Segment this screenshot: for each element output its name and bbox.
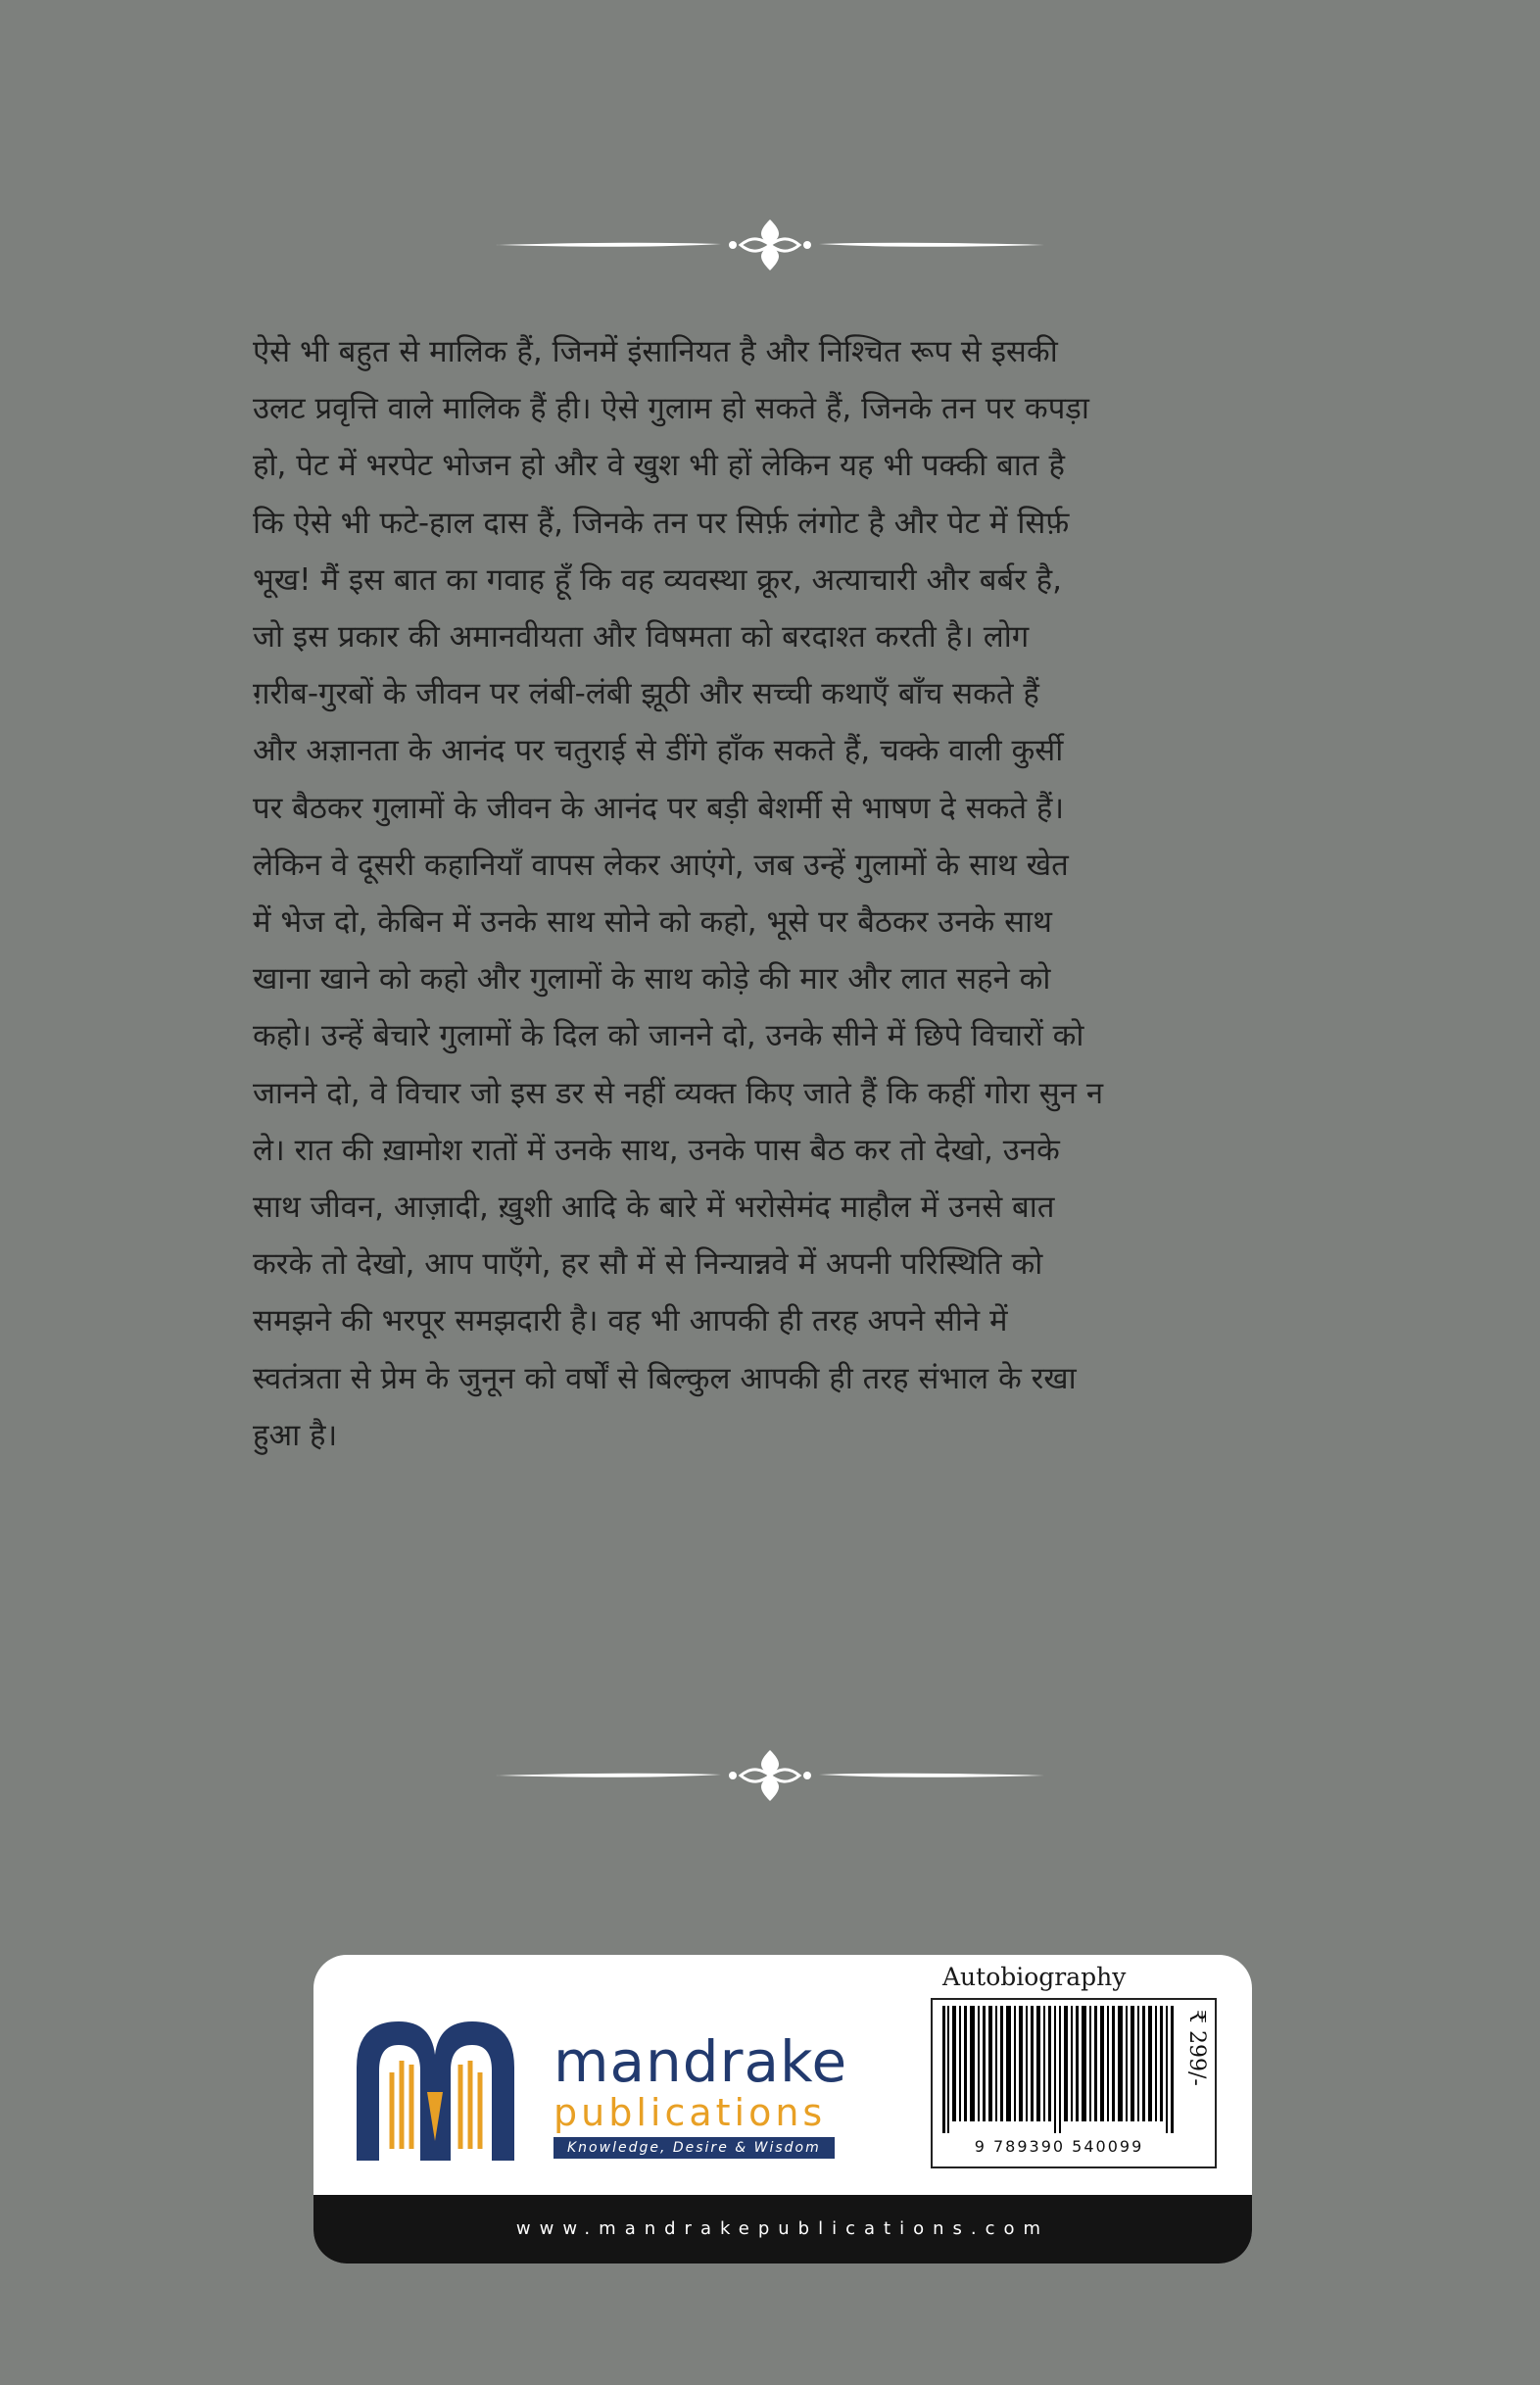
blurb-line: ऐसे भी बहुत से मालिक हैं, जिनमें इंसानियत है और निश्चित रूप से इसकी xyxy=(253,334,1058,369)
blurb-line: जो इस प्रकार की अमानवीयता और विषमता को बरदाश्त करती है। लोग xyxy=(253,619,1030,656)
blurb-line: हो, पेट में भरपेट भोजन हो और वे खुश भी हों लेकिन यह भी पक्की बात है xyxy=(253,448,1065,484)
top-ornament xyxy=(476,216,1064,274)
blurb-line: स्वतंत्रता से प्रेम के जुनून को वर्षों से बिल्कुल आपकी ही तरह संभाल के रखा xyxy=(253,1360,1077,1396)
blurb-line: कि ऐसे भी फटे-हाल दास हैं, जिनके तन पर सिर्फ़ लंगोट है और पेट में सिर्फ़ xyxy=(253,505,1070,541)
brand-tagline: Knowledge, Desire & Wisdom xyxy=(553,2137,835,2159)
blurb-line: लेकिन वे दूसरी कहानियाँ वापस लेकर आएंगे, जब उन्हें गुलामों के साथ खेत xyxy=(253,847,1069,883)
blurb-line: पर बैठकर गुलामों के जीवन के आनंद पर बड़ी बेशर्मी से भाषण दे सकते हैं। xyxy=(253,790,1065,826)
brand-name: mandrake xyxy=(553,2028,848,2095)
blurb-line: जानने दो, वे विचार जो इस डर से नहीं व्यक्त किए जाते हैं कि कहीं गोरा सुन न xyxy=(253,1075,1104,1111)
blurb-line: साथ जीवन, आज़ादी, ख़ुशी आदि के बारे में भरोसेमंद माहौल में उनसे बात xyxy=(253,1190,1055,1226)
website-bar: www.mandrakepublications.com xyxy=(313,2195,1252,2263)
isbn-number: 9 789390 540099 xyxy=(974,2137,1144,2156)
blurb-line: खाना खाने को कहो और गुलामों के साथ कोड़े की मार और लात सहने को xyxy=(253,961,1051,998)
blurb-text xyxy=(253,323,1291,1464)
blurb-line: हुआ है। xyxy=(253,1417,338,1453)
publisher-card xyxy=(313,1955,1252,2263)
blurb-line: ले। रात की ख़ामोश रातों में उनके साथ, उनके पास बैठ कर तो देखो, उनके xyxy=(253,1132,1060,1168)
blurb-line: समझने की भरपूर समझदारी है। वह भी आपकी ही तरह अपने सीने में xyxy=(253,1303,1008,1339)
blurb-line: और अज्ञानता के आनंद पर चतुराई से डींगे हाँक सकते हैं, चक्के वाली कुर्सी xyxy=(253,733,1064,769)
barcode-box xyxy=(931,1998,1217,2168)
genre-label: Autobiography xyxy=(942,1963,1127,1991)
price-label: ₹ 299/- xyxy=(1184,2010,1209,2086)
blurb-line: कहो। उन्हें बेचारे गुलामों के दिल को जानने दो, उनके सीने में छिपे विचारों को xyxy=(253,1018,1084,1054)
blurb-line: ग़रीब-गुरबों के जीवन पर लंबी-लंबी झूठी और सच्ची कथाएँ बाँच सकते हैं xyxy=(253,676,1039,712)
mandrake-logo-icon xyxy=(345,2014,526,2161)
brand-subtitle: publications xyxy=(553,2091,827,2134)
blurb-line: में भेज दो, केबिन में उनके साथ सोने को कहो, भूसे पर बैठकर उनके साथ xyxy=(253,904,1052,941)
barcode-icon xyxy=(937,2006,1181,2135)
brand-wordmark xyxy=(553,2028,848,2159)
bottom-ornament xyxy=(476,1746,1064,1805)
blurb-line: करके तो देखो, आप पाएँगे, हर सौ में से निन्यान्नवे में अपनी परिस्थिति को xyxy=(253,1246,1043,1283)
blurb-line: उलट प्रवृत्ति वाले मालिक हैं ही। ऐसे गुलाम हो सकते हैं, जिनके तन पर कपड़ा xyxy=(253,391,1089,427)
blurb-line: भूख! मैं इस बात का गवाह हूँ कि वह व्यवस्था क्रूर, अत्याचारी और बर्बर है, xyxy=(253,561,1062,598)
